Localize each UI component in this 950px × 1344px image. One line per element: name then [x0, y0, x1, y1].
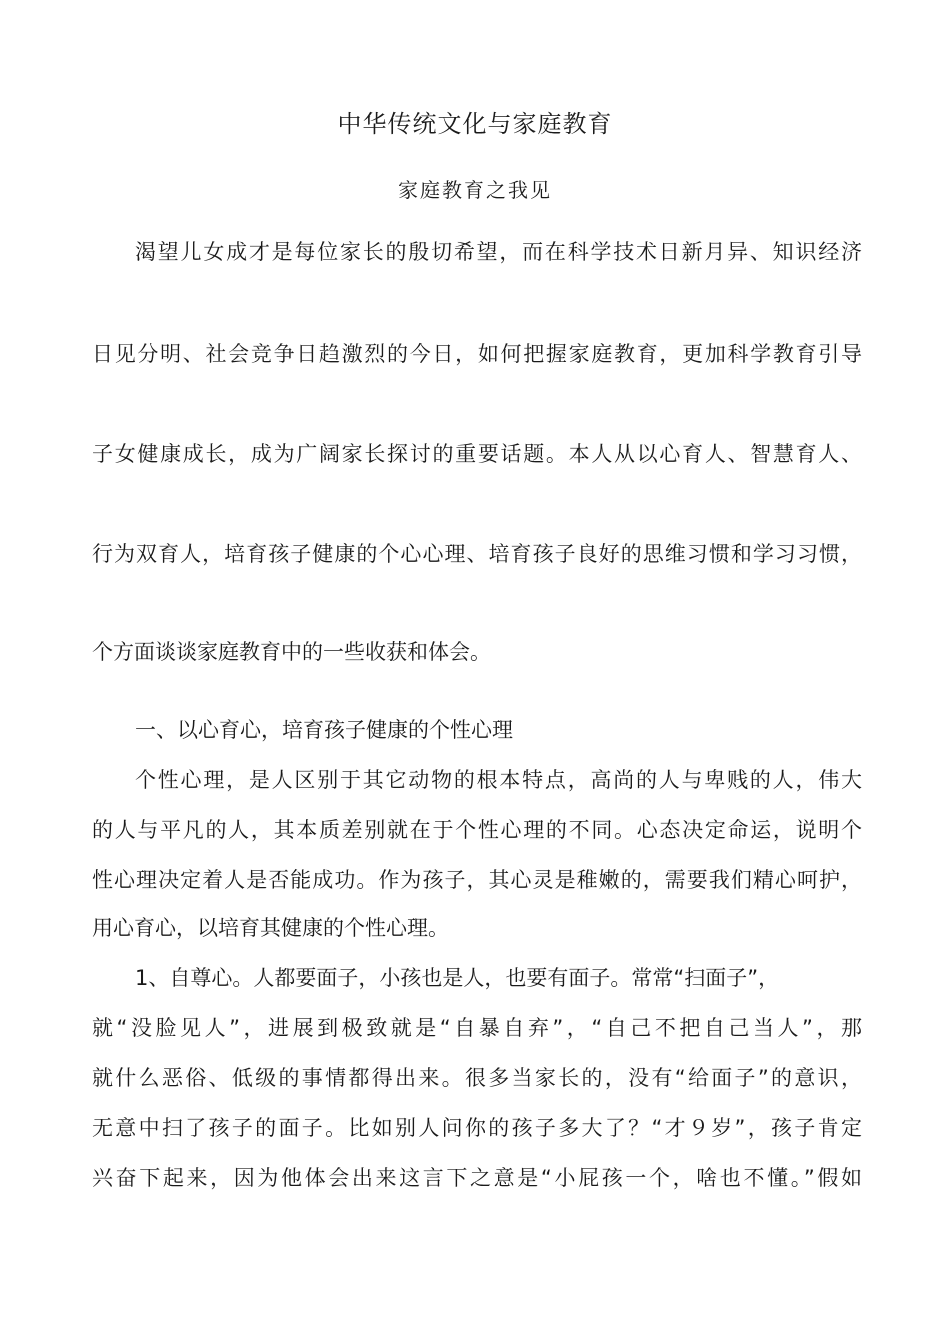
document-subtitle: 家庭教育之我见	[398, 178, 552, 202]
intro-line: 子女健康成长，成为广阔家长探讨的重要话题。本人从以心育人、智慧育人、	[92, 442, 862, 466]
intro-line: 渴望儿女成才是每位家长的殷切希望，而在科学技术日新月异、知识经济	[135, 240, 862, 264]
paragraph-line: 的人与平凡的人，其本质差别就在于个性心理的不同。心态决定命运，说明个	[92, 818, 862, 842]
item-line: 就“没脸见人”，进展到极致就是“自暴自弃”，“自己不把自己当人”，那	[92, 1016, 862, 1040]
intro-line: 个方面谈谈家庭教育中的一些收获和体会。	[92, 640, 491, 664]
intro-line: 日见分明、社会竞争日趋激烈的今日，如何把握家庭教育，更加科学教育引导	[92, 342, 862, 366]
item-line: 就什么恶俗、低级的事情都得出来。很多当家长的，没有“给面子”的意识，	[92, 1066, 862, 1090]
intro-line: 行为双育人，培育孩子健康的个心心理、培育孩子良好的思维习惯和学习习惯，	[92, 542, 862, 566]
item-line: 1、自尊心。人都要面子，小孩也是人，也要有面子。常常“扫面子”，	[135, 966, 780, 990]
paragraph-line: 用心育心，以培育其健康的个性心理。	[92, 916, 449, 940]
section-heading: 一、以心育心，培育孩子健康的个性心理	[135, 718, 513, 742]
paragraph-line: 个性心理，是人区别于其它动物的根本特点，高尚的人与卑贱的人，伟大	[135, 768, 862, 792]
paragraph-line: 性心理决定着人是否能成功。作为孩子，其心灵是稚嫩的，需要我们精心呵护，	[92, 868, 862, 892]
document-title: 中华传统文化与家庭教育	[337, 110, 613, 138]
item-line: 无意中扫了孩子的面子。比如别人问你的孩子多大了？“才９岁”，孩子肯定	[92, 1116, 862, 1140]
item-line: 兴奋下起来，因为他体会出来这言下之意是“小屁孩一个，啥也不懂。”假如	[92, 1166, 862, 1190]
